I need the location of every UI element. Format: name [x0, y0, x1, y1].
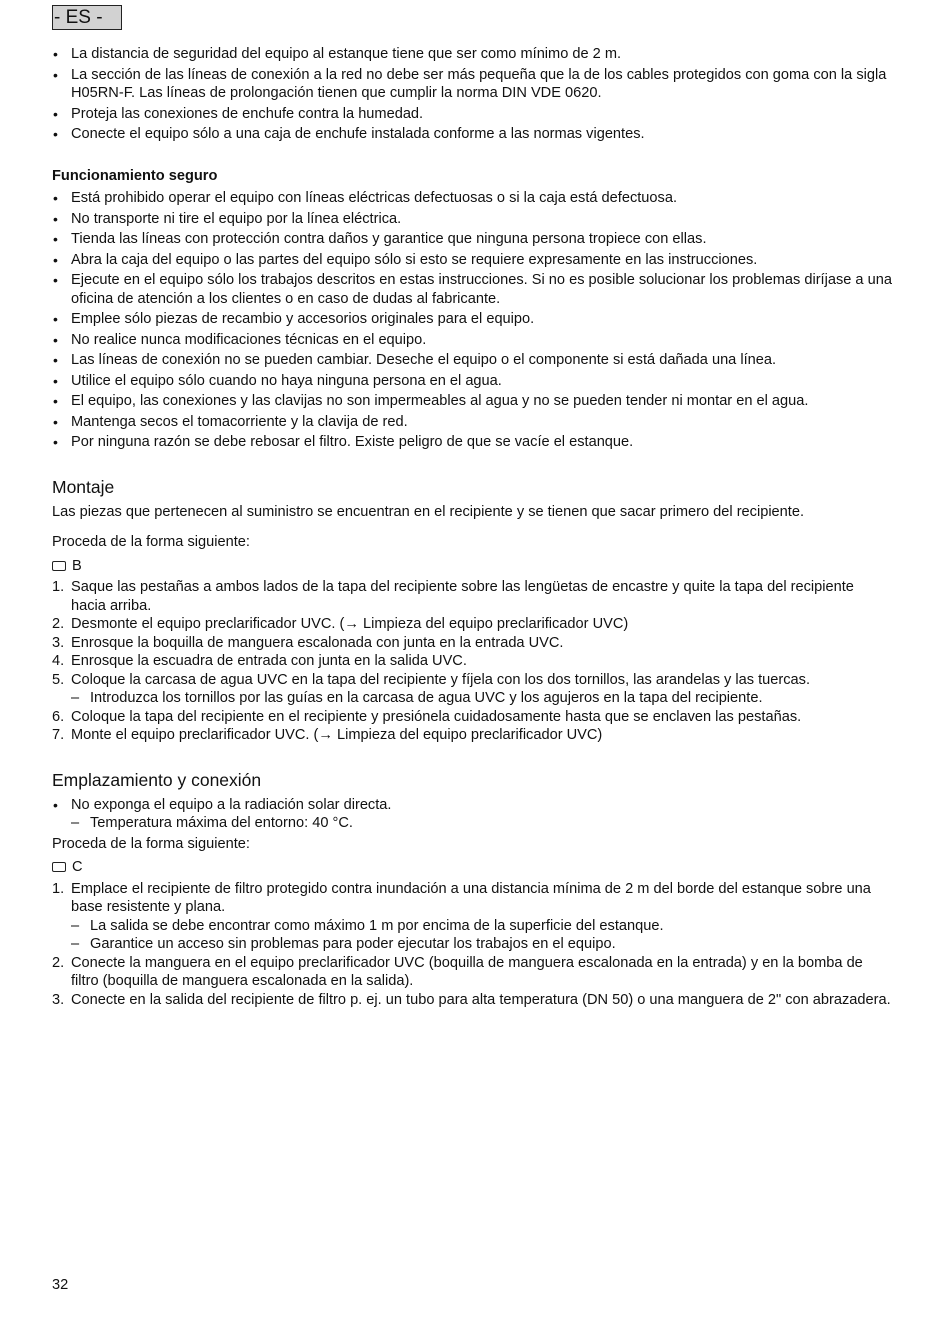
sub-step: [71, 935, 892, 954]
list-item: • Las líneas de conexión no se pueden cambiar. Deseche el equipo o el componente si está dañada una línea.: [52, 351, 892, 370]
step-number: 2.: [52, 616, 65, 632]
step-number: 1.: [52, 579, 65, 595]
sub-step-text: Garantice un acceso sin problemas para poder ejecutar los trabajos en el equipo.: [90, 936, 616, 952]
step-item: [52, 954, 892, 991]
figure-icon: [52, 561, 66, 571]
step-number: 4.: [52, 653, 65, 669]
list-item: • Abra la caja del equipo o las partes del equipo sólo si esto se requiere expresamente en las instrucciones.: [52, 251, 892, 270]
list-item: • Por ninguna razón se debe rebosar el filtro. Existe peligro de que se vacíe el estanque.: [52, 433, 892, 452]
list-item: • Conecte el equipo sólo a una caja de enchufe instalada conforme a las normas vigentes.: [52, 125, 892, 144]
list-item: • El equipo, las conexiones y las clavijas no son impermeables al agua y no se pueden tender ni montar en el agua.: [52, 392, 892, 411]
list-item: • Ejecute en el equipo sólo los trabajos descritos en estas instrucciones. Si no es posible solucionar los problemas diríjase a una oficina de atención a los clientes o en caso de dudas al fabricante.: [52, 271, 892, 308]
list-item: [52, 796, 892, 833]
sub-step: [71, 814, 892, 833]
language-tab: - ES -: [52, 5, 122, 30]
step-number: 5.: [52, 671, 65, 688]
figure-reference-c: [52, 858, 892, 877]
step-item: [52, 634, 892, 653]
step-text: Enrosque la boquilla de manguera escalonada con junta en la entrada UVC.: [71, 634, 564, 651]
step-text: Emplace el recipiente de filtro protegido contra inundación a una distancia mínima de 2 m del borde del estanque sobre una base resistente y plana.: [71, 880, 871, 915]
list-item: • Emplee sólo piezas de recambio y accesorios originales para el equipo.: [52, 310, 892, 329]
list-item: • Utilice el equipo sólo cuando no haya ninguna persona en el agua.: [52, 372, 892, 391]
step-text: Conecte en la salida del recipiente de filtro p. ej. un tubo para alta temperatura (DN 50) o una manguera de 2" con abrazadera.: [71, 991, 891, 1008]
page-content: [52, 45, 892, 1009]
page-number: 32: [52, 1277, 69, 1293]
step-number: 3.: [52, 991, 65, 1008]
step-number: 1.: [52, 880, 65, 897]
sub-step-text: Temperatura máxima del entorno: 40 °C.: [90, 815, 353, 831]
placement-heading: Emplazamiento y conexión: [52, 769, 262, 790]
step-number: 2.: [52, 954, 65, 971]
step-number: 3.: [52, 634, 65, 651]
list-item: • La distancia de seguridad del equipo al estanque tiene que ser como mínimo de 2 m.: [52, 45, 892, 64]
dash-marker: –: [71, 815, 80, 831]
step-item: [52, 615, 892, 634]
step-number: 6.: [52, 708, 65, 725]
sub-step: [71, 689, 892, 708]
step-item: [52, 652, 892, 671]
step-item: [52, 671, 892, 708]
placement-steps: [52, 880, 892, 1010]
step-item: [52, 991, 892, 1010]
placement-bullet-list: [52, 796, 892, 833]
dash-marker: –: [71, 690, 80, 706]
safe-operation-heading: Funcionamiento seguro: [52, 167, 218, 184]
step-text: Conecte la manguera en el equipo preclarificador UVC (boquilla de manguera escalonada en la entrada) y en la bomba de filtro (boquilla de manguera escalonada en la salida).: [71, 954, 863, 989]
list-item: • La sección de las líneas de conexión a la red no debe ser más pequeña que la de los cables protegidos con goma con la sigla H05RN-F. Las líneas de prolongación tienen que cumplir la norma DIN VDE 0620.: [52, 66, 892, 103]
step-text: Monte el equipo preclarificador UVC. (→ Limpieza del equipo preclarificador UVC): [71, 727, 603, 743]
step-text: Enrosque la escuadra de entrada con junta en la salida UVC.: [71, 653, 467, 669]
step-item: [52, 578, 892, 615]
figure-label: B: [72, 557, 82, 574]
step-text: Saque las pestañas a ambos lados de la tapa del recipiente sobre las lengüetas de encastre y quite la tapa del recipiente hacia arriba.: [71, 579, 854, 614]
list-item: • Proteja las conexiones de enchufe contra la humedad.: [52, 105, 892, 124]
sub-step-text: La salida se debe encontrar como máximo 1 m por encima de la superficie del estanque.: [90, 917, 664, 934]
placement-proceed-text: Proceda de la forma siguiente:: [52, 835, 250, 852]
figure-icon: [52, 862, 66, 872]
step-number: 7.: [52, 727, 65, 743]
dash-marker: –: [71, 936, 80, 952]
list-item-text: No exponga el equipo a la radiación solar directa.: [71, 796, 392, 813]
step-text: Coloque la carcasa de agua UVC en la tapa del recipiente y fíjela con los dos tornillos, las arandelas y las tuercas.: [71, 671, 811, 688]
assembly-proceed-text: Proceda de la forma siguiente:: [52, 534, 250, 550]
list-item: • No realice nunca modificaciones técnicas en el equipo.: [52, 331, 892, 350]
assembly-intro: Las piezas que pertenecen al suministro se encuentran en el recipiente y se tienen que sacar primero del recipiente.: [52, 503, 805, 520]
sub-step: [71, 917, 892, 936]
assembly-steps: [52, 578, 892, 745]
step-item: [52, 708, 892, 727]
step-item: [52, 880, 892, 954]
dash-marker: –: [71, 917, 80, 934]
list-item: • Está prohibido operar el equipo con líneas eléctricas defectuosas o si la caja está defectuosa.: [52, 189, 892, 208]
safe-operation-list: [52, 189, 892, 452]
figure-reference-b: [52, 557, 892, 576]
step-text: Desmonte el equipo preclarificador UVC. (→ Limpieza del equipo preclarificador UVC): [71, 616, 629, 632]
list-item: • No transporte ni tire el equipo por la línea eléctrica.: [52, 210, 892, 229]
list-item: • Tienda las líneas con protección contra daños y garantice que ninguna persona tropiece con ellas.: [52, 230, 892, 249]
assembly-heading: Montaje: [52, 476, 115, 497]
step-item: [52, 726, 892, 745]
list-item: • Mantenga secos el tomacorriente y la clavija de red.: [52, 413, 892, 432]
step-text: Coloque la tapa del recipiente en el recipiente y presiónela cuidadosamente hasta que se enclaven las pestañas.: [71, 708, 802, 725]
figure-label: C: [72, 859, 83, 875]
sub-step-text: Introduzca los tornillos por las guías en la carcasa de agua UVC y los agujeros en la tapa del recipiente.: [90, 690, 763, 706]
intro-bullet-list: [52, 45, 892, 144]
